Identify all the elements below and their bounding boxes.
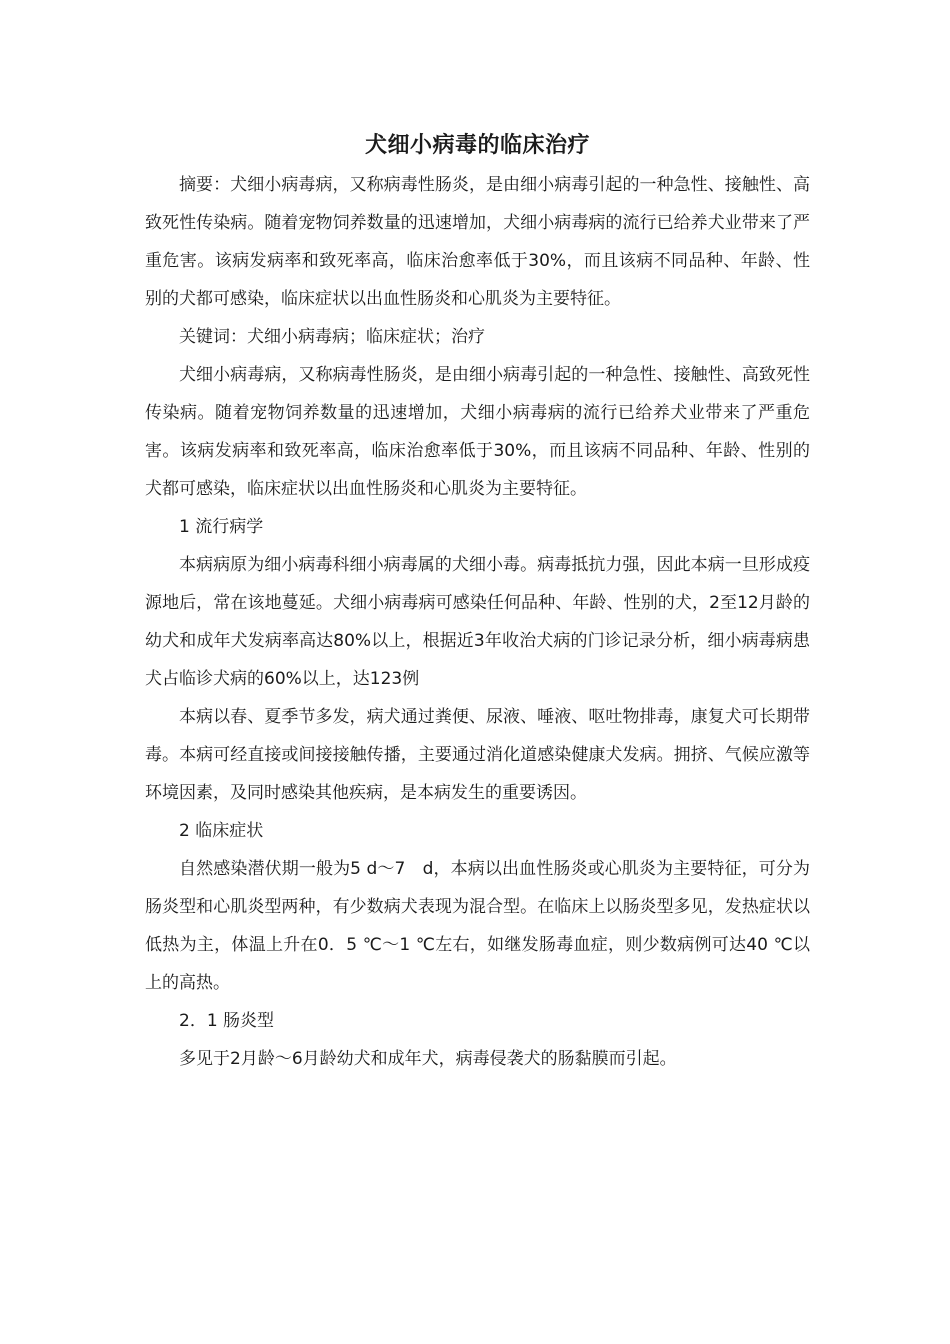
enteritis-paragraph-1: 多见于2月龄～6月龄幼犬和成年犬，病毒侵袭犬的肠黏膜而引起。 bbox=[179, 1049, 677, 1069]
epidemiology-paragraph-1: 本病病原为细小病毒科细小病毒属的犬细小毒。病毒抵抗力强，因此本病一旦形成疫源地后，常在该地蔓延。犬细小病毒病可感染任何品种、年龄、性别的犬，2至12月龄的幼犬和成年犬发病率高达80%以上，根据近3年收治犬病的门诊记录分析，细小病毒病患犬占临诊犬病的60%以上，达123例 bbox=[145, 555, 810, 689]
section-heading-epidemiology: 1 流行病学 bbox=[179, 517, 264, 537]
section-heading-clinical-symptoms: 2 临床症状 bbox=[179, 821, 264, 841]
abstract-paragraph: 摘要：犬细小病毒病，又称病毒性肠炎，是由细小病毒引起的一种急性、接触性、高致死性传染病。随着宠物饲养数量的迅速增加，犬细小病毒病的流行已给养犬业带来了严重危害。该病发病率和致死率高，临床治愈率低于30%，而且该病不同品种、年龄、性别的犬都可感染，临床症状以出血性肠炎和心肌炎为主要特征。 bbox=[145, 175, 810, 309]
clinical-symptoms-paragraph-1: 自然感染潜伏期一般为5 d～7 d，本病以出血性肠炎或心肌炎为主要特征，可分为肠炎型和心肌炎型两种，有少数病犬表现为混合型。在临床上以肠炎型多见，发热症状以低热为主，体温上升在0．5 ℃～1 ℃左右，如继发肠毒血症，则少数病例可达40 ℃以上的高热。 bbox=[145, 859, 810, 993]
epidemiology-paragraph-2: 本病以春、夏季节多发，病犬通过粪便、尿液、唾液、呕吐物排毒，康复犬可长期带毒。本病可经直接或间接接触传播，主要通过消化道感染健康犬发病。拥挤、气候应激等环境因素，及同时感染其他疾病，是本病发生的重要诱因。 bbox=[145, 707, 810, 803]
subsection-heading-enteritis: 2．1 肠炎型 bbox=[179, 1011, 275, 1031]
document-body bbox=[145, 128, 810, 1078]
document-title: 犬细小病毒的临床治疗 bbox=[364, 133, 590, 158]
intro-paragraph: 犬细小病毒病，又称病毒性肠炎，是由细小病毒引起的一种急性、接触性、高致死性传染病。随着宠物饲养数量的迅速增加，犬细小病毒病的流行已给养犬业带来了严重危害。该病发病率和致死率高，临床治愈率低于30%，而且该病不同品种、年龄、性别的犬都可感染，临床症状以出血性肠炎和心肌炎为主要特征。 bbox=[145, 365, 810, 499]
keywords-paragraph: 关键词：犬细小病毒病；临床症状；治疗 bbox=[179, 327, 485, 347]
